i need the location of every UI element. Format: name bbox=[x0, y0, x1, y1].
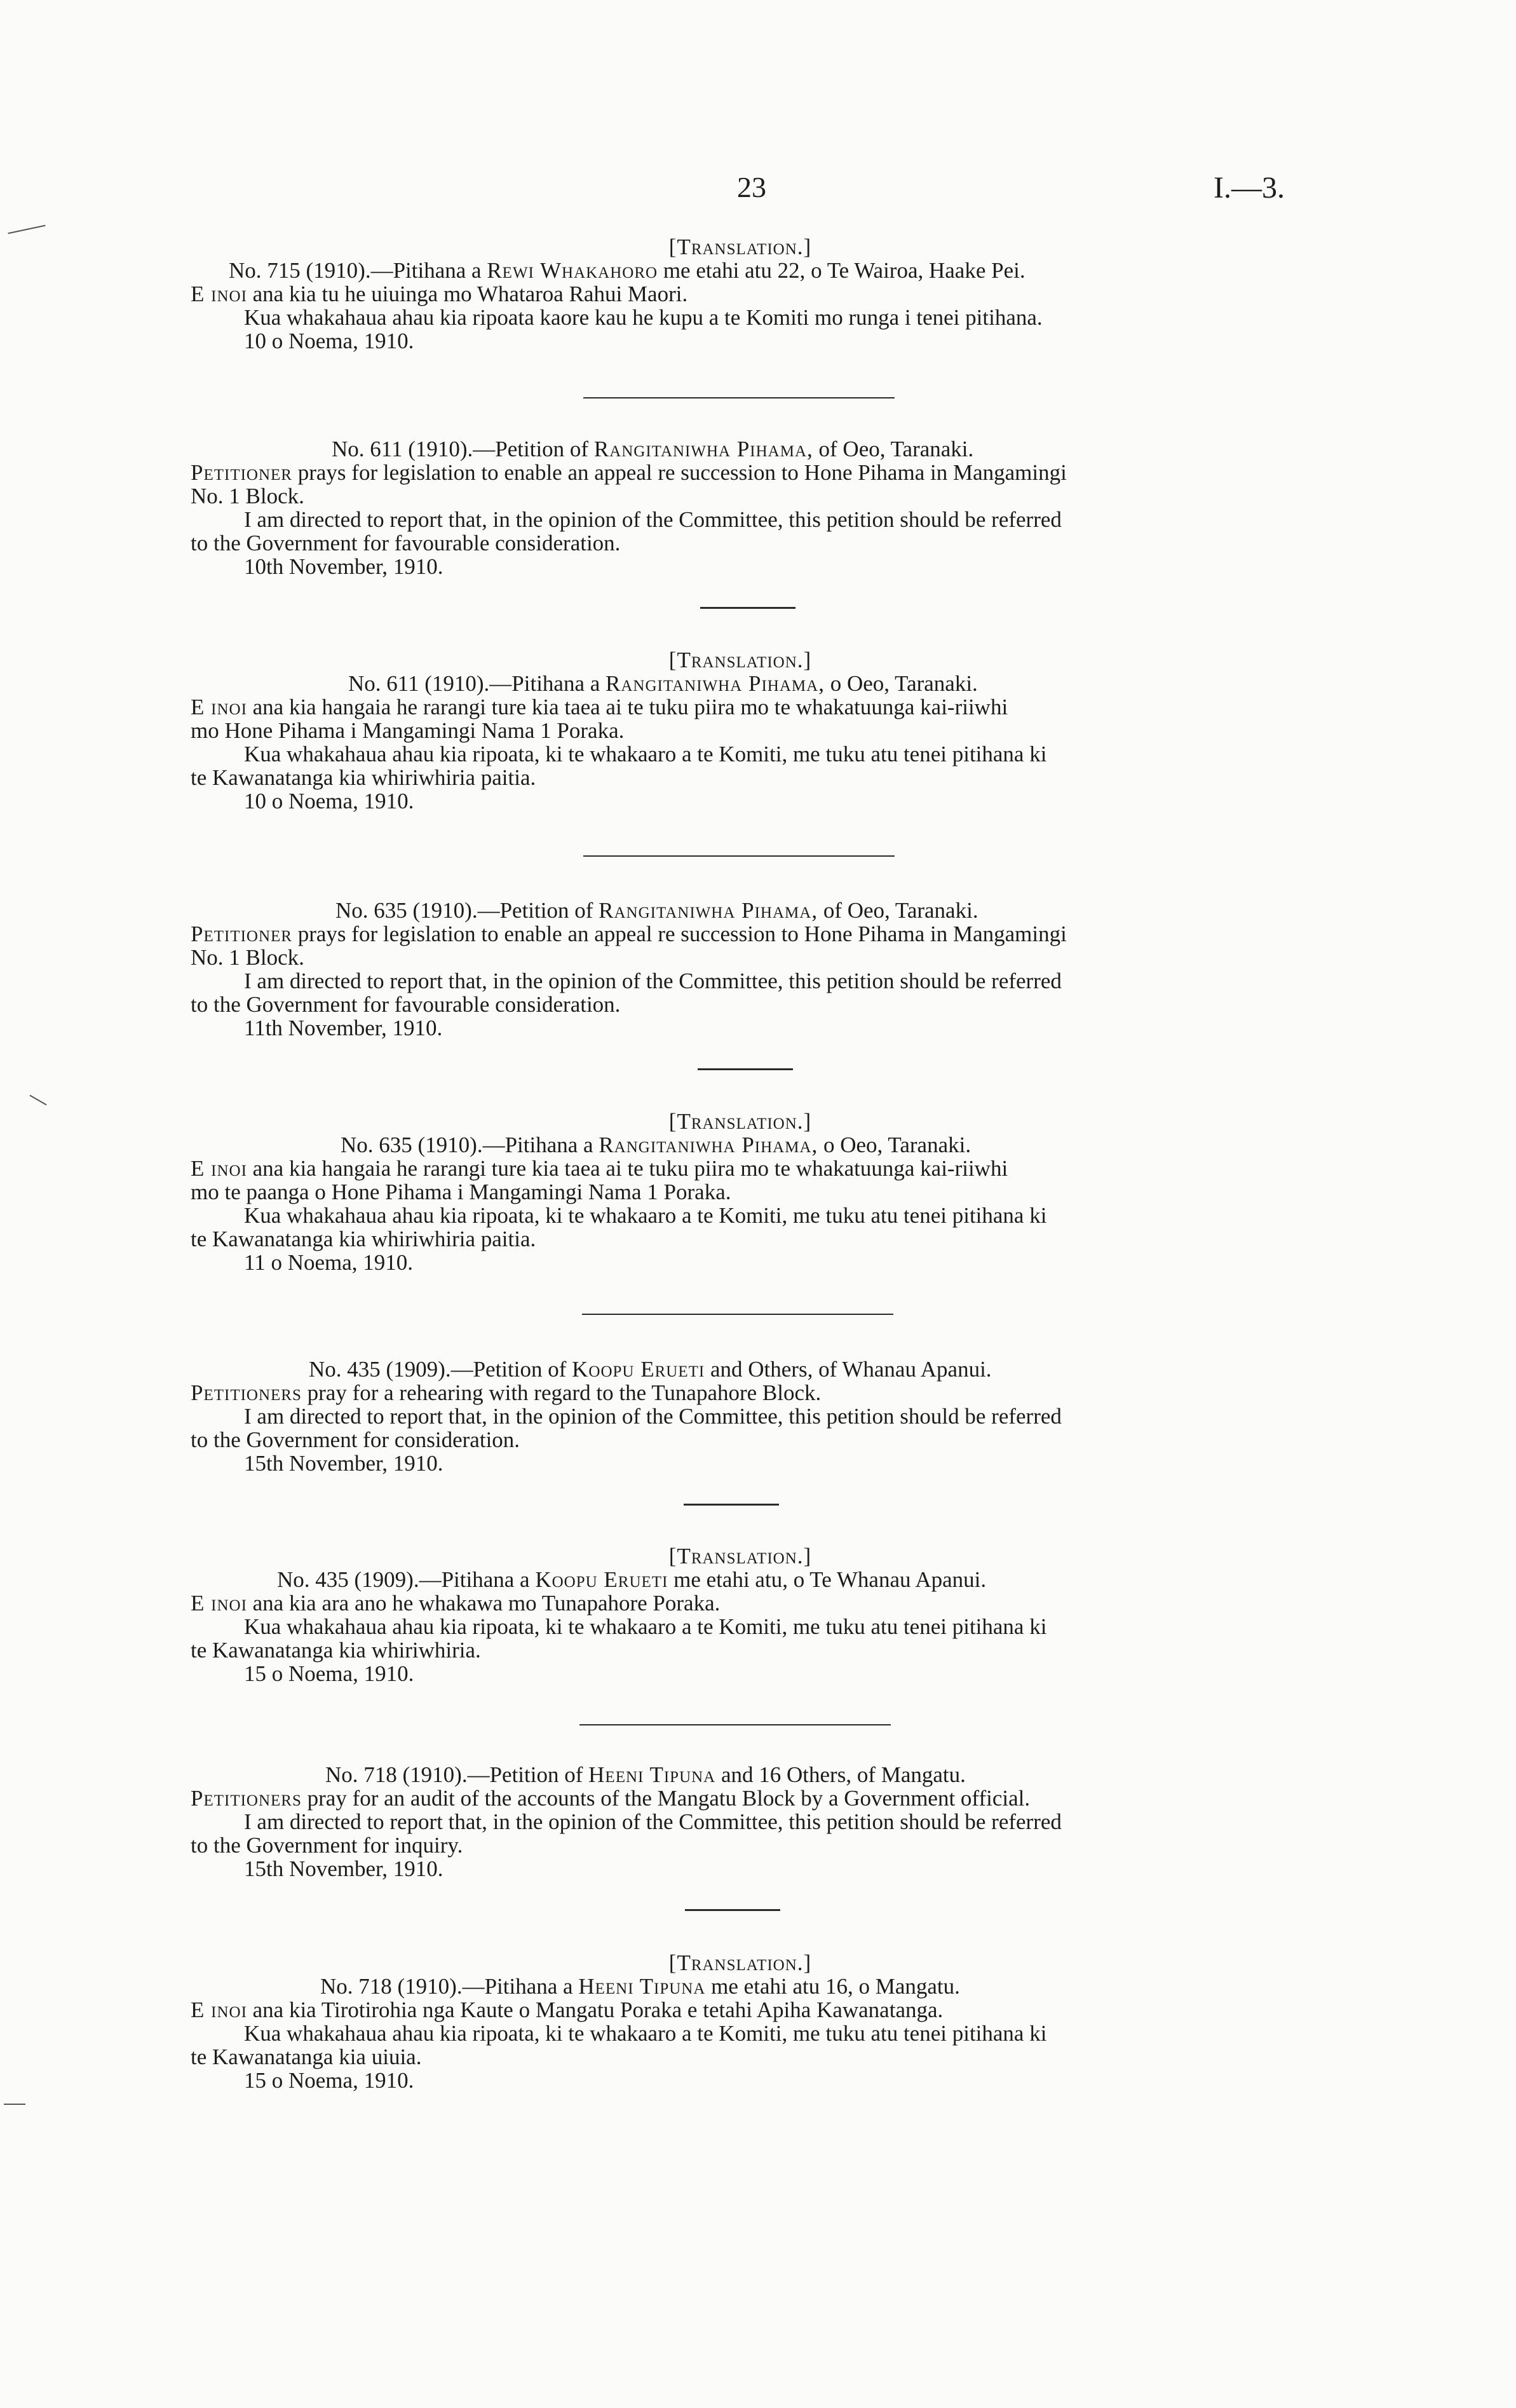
report-date: 10 o Noema, 1910. bbox=[244, 789, 414, 813]
section-divider bbox=[579, 1724, 891, 1725]
scan-mark bbox=[8, 225, 45, 234]
petition-title: No. 435 (1909).—Pitihana a Koopu Erueti me etahi atu, o Te Whanau Apanui. bbox=[277, 1567, 987, 1592]
report-date: 15 o Noema, 1910. bbox=[244, 2068, 414, 2093]
petition-title: No. 611 (1910).—Pitihana a Rangitaniwha Pihama, o Oeo, Taranaki. bbox=[348, 671, 978, 696]
report-text-cont: te Kawanatanga kia whiriwhiria. bbox=[191, 1638, 481, 1663]
petition-title: No. 435 (1909).—Petition of Koopu Erueti and Others, of Whanau Apanui. bbox=[309, 1357, 992, 1382]
prayer-text: E inoi ana kia hangaia he rarangi ture kia taea ai te tuku piira mo te whakatuunga kai-riiwhi bbox=[191, 695, 1008, 719]
report-text: Kua whakahaua ahau kia ripoata, ki te whakaaro a te Komiti, me tuku atu tenei pitihana ki bbox=[244, 1203, 1047, 1228]
prayer-text: Petitioners pray for an audit of the accounts of the Mangatu Block by a Government official. bbox=[191, 1786, 1031, 1811]
prayer-text: E inoi ana kia ara ano he whakawa mo Tunapahore Poraka. bbox=[191, 1591, 721, 1616]
scan-mark bbox=[30, 1095, 47, 1106]
prayer-text: Petitioner prays for legislation to enable an appeal re succession to Hone Pihama in Mangamingi bbox=[191, 922, 1067, 946]
prayer-text-cont: No. 1 Block. bbox=[191, 945, 304, 970]
report-text-cont: to the Government for inquiry. bbox=[191, 1833, 463, 1858]
report-text-cont: to the Government for consideration. bbox=[191, 1427, 520, 1452]
prayer-text-cont: mo Hone Pihama i Mangamingi Nama 1 Poraka. bbox=[191, 718, 625, 743]
report-text: Kua whakahaua ahau kia ripoata kaore kau he kupu a te Komiti mo runga i tenei pitihana. bbox=[244, 305, 1043, 330]
petition-title: No. 635 (1910).—Pitihana a Rangitaniwha Pihama, o Oeo, Taranaki. bbox=[341, 1133, 971, 1157]
petition-title: No. 635 (1910).—Petition of Rangitaniwha Pihama, of Oeo, Taranaki. bbox=[335, 898, 978, 923]
prayer-text-cont: mo te paanga o Hone Pihama i Mangamingi Nama 1 Poraka. bbox=[191, 1180, 731, 1204]
document-code: I.—3. bbox=[1214, 171, 1285, 205]
petition-entry bbox=[191, 899, 1290, 1040]
petition-translation bbox=[191, 1544, 1290, 1685]
petition-title: No. 718 (1910).—Pitihana a Heeni Tipuna me etahi atu 16, o Mangatu. bbox=[320, 1974, 960, 1999]
petition-entry bbox=[191, 437, 1290, 578]
report-text: I am directed to report that, in the opinion of the Committee, this petition should be referred bbox=[244, 969, 1062, 993]
section-divider bbox=[685, 1909, 780, 1911]
report-date: 15 o Noema, 1910. bbox=[244, 1661, 414, 1686]
report-date: 10 o Noema, 1910. bbox=[244, 329, 414, 353]
section-divider bbox=[700, 607, 795, 609]
petition-translation bbox=[191, 1951, 1290, 2092]
prayer-text-cont: No. 1 Block. bbox=[191, 484, 304, 508]
report-text: I am directed to report that, in the opinion of the Committee, this petition should be referred bbox=[244, 1809, 1062, 1834]
report-date: 15th November, 1910. bbox=[244, 1856, 443, 1881]
petition-translation bbox=[191, 235, 1290, 353]
report-text: I am directed to report that, in the opinion of the Committee, this petition should be referred bbox=[244, 507, 1062, 532]
report-date: 11 o Noema, 1910. bbox=[244, 1250, 414, 1275]
scan-mark bbox=[4, 2104, 25, 2105]
petition-entry bbox=[191, 1357, 1290, 1475]
translation-heading: [Translation.] bbox=[668, 1109, 812, 1134]
prayer-text: Petitioner prays for legislation to enable an appeal re succession to Hone Pihama in Mangamingi bbox=[191, 460, 1067, 485]
section-divider bbox=[583, 397, 895, 398]
report-date: 10th November, 1910. bbox=[244, 554, 443, 579]
report-text: Kua whakahaua ahau kia ripoata, ki te whakaaro a te Komiti, me tuku atu tenei pitihana ki bbox=[244, 742, 1047, 766]
report-date: 15th November, 1910. bbox=[244, 1451, 443, 1476]
report-text: I am directed to report that, in the opinion of the Committee, this petition should be referred bbox=[244, 1404, 1062, 1429]
prayer-text: Petitioners pray for a rehearing with regard to the Tunapahore Block. bbox=[191, 1380, 822, 1405]
report-text-cont: te Kawanatanga kia whiriwhiria paitia. bbox=[191, 765, 536, 790]
petition-translation bbox=[191, 1110, 1290, 1274]
report-text-cont: te Kawanatanga kia uiuia. bbox=[191, 2044, 422, 2069]
prayer-text: E inoi ana kia hangaia he rarangi ture kia taea ai te tuku piira mo te whakatuunga kai-riiwhi bbox=[191, 1156, 1008, 1181]
page-number: 23 bbox=[737, 171, 766, 203]
report-date: 11th November, 1910. bbox=[244, 1016, 443, 1040]
report-text-cont: te Kawanatanga kia whiriwhiria paitia. bbox=[191, 1227, 536, 1251]
petition-title: No. 715 (1910).—Pitihana a Rewi Whakahoro me etahi atu 22, o Te Wairoa, Haake Pei. bbox=[229, 258, 1025, 283]
section-divider bbox=[582, 1314, 893, 1315]
petition-translation bbox=[191, 648, 1290, 813]
translation-heading: [Translation.] bbox=[668, 1950, 812, 1975]
section-divider bbox=[684, 1504, 779, 1506]
section-divider bbox=[583, 855, 895, 857]
translation-heading: [Translation.] bbox=[668, 648, 812, 672]
petition-title: No. 611 (1910).—Petition of Rangitaniwha Pihama, of Oeo, Taranaki. bbox=[332, 437, 974, 461]
petition-title: No. 718 (1910).—Petition of Heeni Tipuna and 16 Others, of Mangatu. bbox=[325, 1762, 966, 1787]
report-text-cont: to the Government for favourable consideration. bbox=[191, 531, 621, 555]
report-text-cont: to the Government for favourable consideration. bbox=[191, 992, 621, 1017]
section-divider bbox=[698, 1068, 793, 1070]
prayer-text: E inoi ana kia tu he uiuinga mo Whataroa Rahui Maori. bbox=[191, 282, 688, 306]
report-text: Kua whakahaua ahau kia ripoata, ki te whakaaro a te Komiti, me tuku atu tenei pitihana ki bbox=[244, 2021, 1047, 2046]
translation-heading: [Translation.] bbox=[668, 1544, 812, 1568]
report-text: Kua whakahaua ahau kia ripoata, ki te whakaaro a te Komiti, me tuku atu tenei pitihana ki bbox=[244, 1614, 1047, 1639]
petition-entry bbox=[191, 1763, 1290, 1881]
translation-heading: [Translation.] bbox=[668, 235, 812, 259]
prayer-text: E inoi ana kia Tirotirohia nga Kaute o Mangatu Poraka e tetahi Apiha Kawanatanga. bbox=[191, 1997, 944, 2022]
